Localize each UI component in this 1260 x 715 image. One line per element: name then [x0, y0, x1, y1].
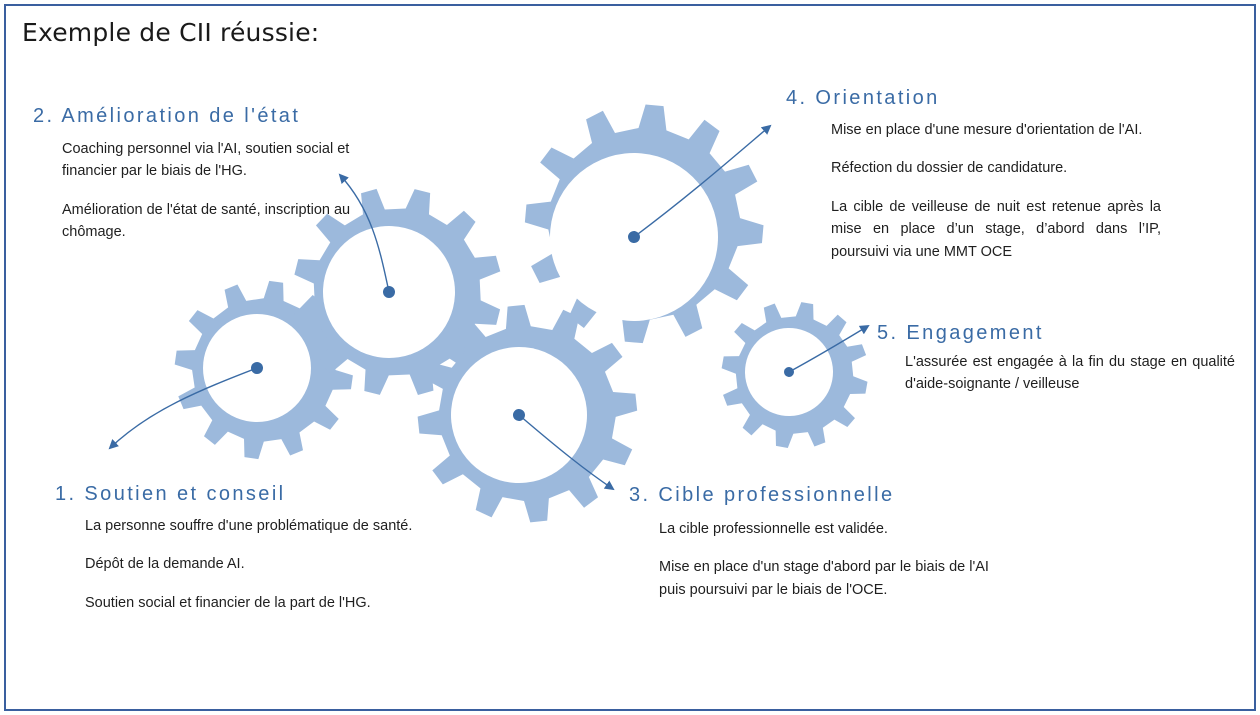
paragraph: Dépôt de la demande AI. [85, 556, 245, 573]
paragraph: La cible de veilleuse de nuit est retenue après la mise en place d’un stage, d’abord dans l’IP, poursuivi via une MMT OCE [831, 198, 1161, 260]
paragraph: La personne souffre d'une problématique de santé. [85, 518, 413, 534]
paragraph: L'assurée est engagée à la fin du stage en qualité d'aide-soignante / veilleuse [905, 354, 1235, 393]
paragraph: Mise en place d'un stage d'abord par le biais de l'AI puis poursuivi par le biais de l'OCE. [659, 559, 989, 598]
heading-block-1: 1. Soutien et conseil [55, 483, 286, 505]
paragraph: Mise en place d'une mesure d'orientation de l'AI. [831, 122, 1143, 138]
paragraph: Amélioration de l'état de santé, inscription au chômage. [62, 201, 351, 241]
paragraph: La cible professionnelle est validée. [659, 521, 888, 537]
paragraph: Coaching personnel via l'AI, soutien social et financier par le biais de l'HG. [62, 141, 350, 180]
body-block-1 [85, 515, 485, 614]
body-block-5 [905, 351, 1235, 396]
gear-4 [515, 95, 773, 353]
paragraph: Soutien social et financier de la part de l'HG. [85, 594, 371, 611]
heading-block-5: 5. Engagement [877, 322, 1044, 344]
gear-5 [710, 290, 879, 459]
heading-block-2: 2. Amélioration de l'état [33, 105, 301, 127]
page-title: Exemple de CII réussie: [22, 18, 320, 47]
body-block-4 [831, 119, 1161, 263]
heading-block-3: 3. Cible professionnelle [629, 484, 895, 506]
body-block-3 [659, 518, 1019, 601]
heading-block-4: 4. Orientation [786, 87, 940, 109]
body-block-2 [62, 138, 372, 244]
paragraph: Réfection du dossier de candidature. [831, 160, 1068, 177]
